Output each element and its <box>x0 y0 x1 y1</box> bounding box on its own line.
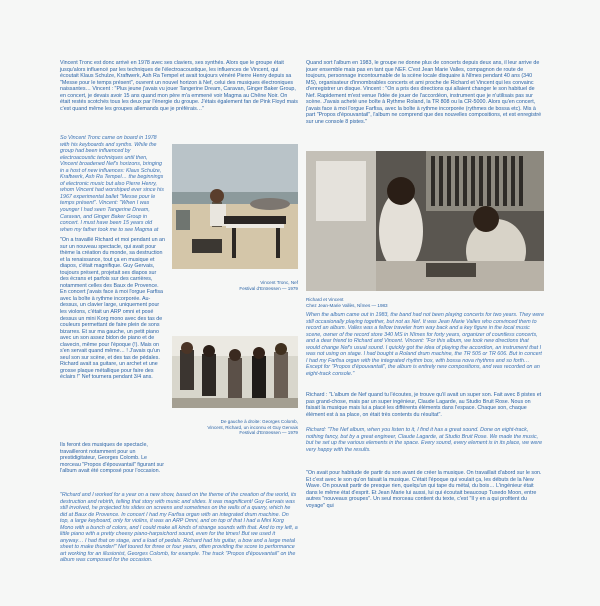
photo-richard-vincent <box>306 151 544 291</box>
paragraph-en-bottom-left: "Richard and I worked for a year on a new show, based on the theme of the creation of the world, its destruction and rebirth, telling that story with music and slides. It was magnificent! Guy Gervais was still involved, he projected his slides on screens and sometimes on the walls of a quarry, which he did at Baux de Provence. In concert I had my Farfisa organ with an integrated drum machine. On top, a large keyboard, only for violins, it was an ARP Omni, and on top of that I had a Mini Korg Mono with a bunch of colors, and I could make all kinds of strange sounds with that. And to my left, a little piano with a pretty cheesy piano-harpsichord sound, even for the times! But we used it anyway… I had that on stage, and a load of pedals. Richard had his guitar, a bow and a large metal sheet to make thunder!" Nef toured for three or four years, often providing the score to performance art working for an illusionist, Georges Colomb, for example. The track "Propos d'épouvantail" on the album was composed for the occasion. <box>60 492 298 564</box>
column-right-top: Quand sort l'album en 1983, le groupe ne donne plus de concerts depuis deux ans, il leur arrive de jouer ensemble mais pas en tant que NEF. C'est Jean Marie Valles, compagnon de route de toujours, personnage incontournable de la scène locale disquaire à Nîmes pendant 40 ans (340 MS), organisateur d'innombrables concerts et ami proche de Richard et Vincent qui les convainc d'enregistrer un disque. Vincent : "On a pris des directions qui allaient changer le son habituel de Nef. Rapidement m'est venue l'idée de jouer de l'accordéon, instrument que je n'utilisais pas sur scène. J'avais acheté une boîte à Rythme Roland, la TR 808 ou la CR-5000. Alors qu'en concert, j'avais face à moi l'orgue Farfisa, avec la boîte à rythme incorporée (rythmes de bossa etc). Mis à part "Propos d'épouvantail", l'album ne comprend que des nouvelles compositions, et est enregistré sur une console 8 pistes." <box>306 60 542 125</box>
caption-photo3: Richard et Vincent Chez Jean-Marie Vallès, Nîmes — 1983 <box>306 297 388 308</box>
column-left-top <box>60 60 298 116</box>
photo-vincent-keyboards-image <box>172 144 298 269</box>
photo-group-stage <box>172 336 298 408</box>
paragraph-en-right-2: Richard: "The Nef album, when you listen to it, I find it has a great sound. Done on eight-track, nothing fancy, but by a great engineer, Claude Lagarde, at Studio Bruit Rose. We made the music, but he set up the various elements in the space. Every sound, every element is in its place, we were very happy with the results. <box>306 427 543 453</box>
photo-vincent-keyboards <box>172 144 298 269</box>
photo-richard-vincent-image <box>306 151 544 291</box>
caption-photo2: De gauche à droite: Georges Colomb, Vincent, Richard, un inconnu et Guy Gervais Festival d'Entressen — 1979 <box>207 419 298 436</box>
paragraph-fr: Vincent Tronc est donc arrivé en 1978 avec ses claviers, ses synthés. Alors que le groupe était jusqu'alors influencé par les techniques de l'électroacoustique, les influences de Vincent, qui écoutait Klaus Schulze, Kraftwerk, Ash Ra Tempel et avait toujours vénéré Pierre Henry depuis sa "Messe pour le temps présent", ouvrent un nouvel horizon à Nef, celui des musiques électroniques naissantes… Vincent : "Plus jeune j'avais vu jouer Tangerine Dream, Caravan, Ginger Baker Group, en concert, je devais avoir 15 ans quand mon père m'a emmené voir Magma au Chêne Noir. On était restés scotchés tous les deux par l'énergie du groupe. J'étais également fan de Pink Floyd mais c'est quand même les groupes allemands que je préférais…" <box>60 60 298 112</box>
paragraph-fr-right-3: "On avait pour habitude de partir du son avant de créer la musique. On travaillait d'abord sur le son. Et c'est avec le son qu'on faisait la musique. C'était l'époque qui voulait ça, les débuts de la New Wave. On pouvait partir de presque rien, quelqu'un qui tape du métal, du bois… L'ingénieur était dans le même état d'esprit. Et Jean Marie lui aussi, lui qui écoutait beaucoup Tuxedo Moon, entre autres "nouveaux groupes". Un seul morceau contient du texte, c'est "Il y en a qui profitent du voyage" qui <box>306 470 542 509</box>
caption-photo1: Vincent Tronc, Nef Festival d'Entressen — 1979 <box>239 280 298 291</box>
photo-group-stage-image <box>172 336 298 408</box>
paragraph-en-narrow: So Vincent Tronc came on board in 1978 with his keyboards and synths. While the group had been influenced by electroacoustic techniques until then, Vincent broadened Nef's horizons, bringing in a host of new influences: Klaus Schulze, Kraftwerk, Ash Ra Tempel… the beginnings of electronic music but also Pierre Henry, whom Vincent had worshiped ever since his 1967 experimental ballet "Messe pour le temps présent". Vincent: "When I was younger I had seen Tangerine Dream, Caravan, and Ginger Baker Group in concert. I must have been 15 years old when my father took me to see Magma at <box>60 135 164 233</box>
paragraph-fr-3: Ils feront des musiques de spectacle, travailleront notamment pour un prestidigitateur, Georges Colomb. Le morceau "Propos d'épouvantail" figurant sur l'album avait été composé pour l'occasion. <box>60 442 165 475</box>
paragraph-fr-right-2: Richard : "L'album de Nef quand tu l'écoutes, je trouve qu'il avait un super son. Fait avec 8 pistes et pas grand-chose, mais par un super ingénieur, Claude Lagarde, au Studio Bruit Rose. Nous on faisait la musique mais lui a placé les différents éléments dans l'espace. Chaque son, chaque élément est à sa place, on était très contents du résultat". <box>306 392 542 418</box>
paragraph-en-right: When the album came out in 1983, the band had not been playing concerts for two years. They were still occasionally playing together, but not as Nef. It was Jean Marie Valles who convinced them to record an album. Valles was a fellow traveler from way back and a key figure in the local music scene, owner of the record store 340 MS in Nîmes for forty years, organizer of countless concerts, and a dear friend to Richard and Vincent. Vincent: "For this album, we took new directions that would change Nef's usual sound. I quickly got the idea of playing the accordion, an instrument that I was not using on stage. I had bought a Roland drum machine, the TR 505 or TR 606. But in concert I had my Farfisa organ with the integrated rhythm box, with bossa nova rhythms and so forth… Except for "Propos d'épouvantail", the album is entirely new compositions, and was recorded on an eight-track console." <box>306 312 544 377</box>
paragraph-fr-2: "On a travaillé Richard et moi pendant un an sur un nouveau spectacle, qui avait pour thème la création du monde, sa destruction et la renaissance, tout ça en musique et diapos, c'était magnifique. Guy Gervais, toujours présent, projetait ses diapos sur des écrans et parfois sur des carrières, notamment celles des Baux de Provence. En concert j'avais face à moi l'orgue Farfisa avec la boîte à rythme incorporée. Au-dessus, un clavier large, uniquement pour les violons, c'était un ARP omni et posé dessus un mini Korg mono avec des tas de couleurs permettant de faire plein de sons bizarres. Et sur ma gauche, un petit piano avec un son assez bidon de piano et de clavecin, même pour l'époque (!). Mais on s'en servait quand même… ! J'avais qu'un seul son sur scène, et des tas de pédales. Richard avait sa guitare, un archet et une grosse plaque métallique pour faire des éclairs !" Nef tournera pendant 3/4 ans. <box>60 237 165 381</box>
